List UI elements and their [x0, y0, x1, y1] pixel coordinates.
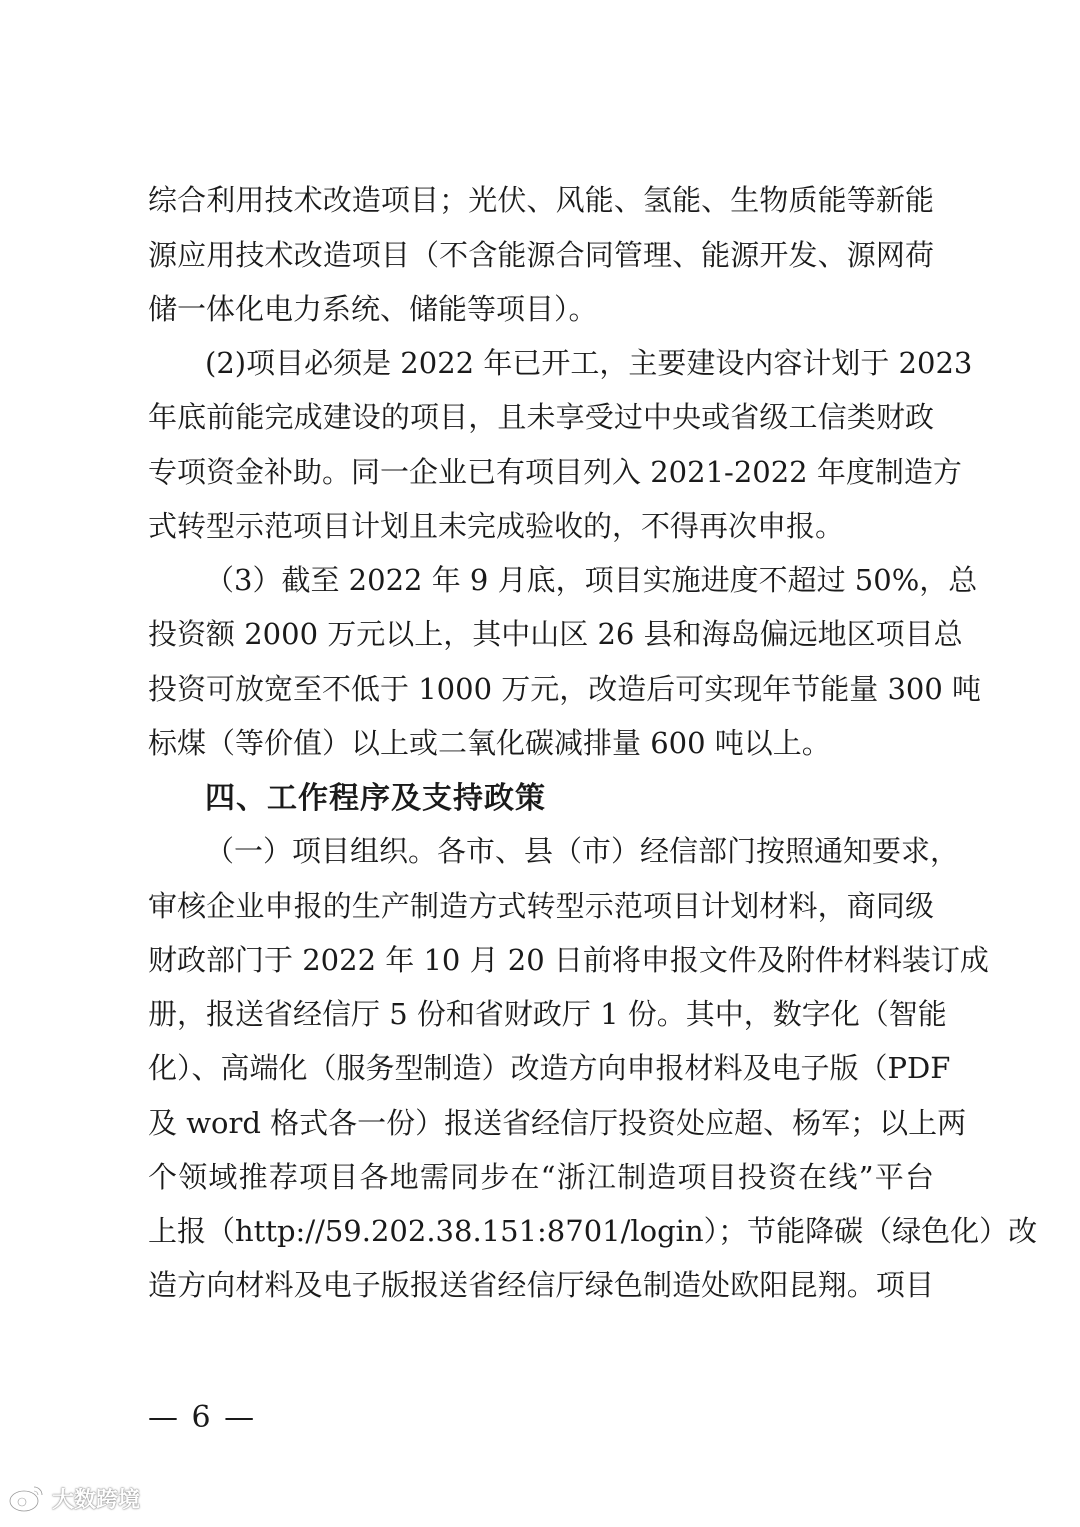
paragraph-line: （3）截至 2022 年 9 月底，项目实施进度不超过 50%，总: [205, 563, 978, 597]
paragraph-line: 综合利用技术改造项目；光伏、风能、氢能、生物质能等新能: [148, 183, 934, 217]
paragraph-line: 标煤（等价值）以上或二氧化碳减排量 600 吨以上。: [148, 726, 831, 760]
paragraph-line: 源应用技术改造项目（不含能源合同管理、能源开发、源网荷: [148, 238, 934, 272]
paragraph-line: 化）、高端化（服务型制造）改造方向申报材料及电子版（PDF: [148, 1051, 951, 1085]
paragraph-line: 个领域推荐项目各地需同步在“浙江制造项目投资在线”平台: [148, 1160, 934, 1194]
paragraph-line: 式转型示范项目计划且未完成验收的，不得再次申报。: [148, 509, 845, 543]
paragraph-line: 投资可放宽至不低于 1000 万元，改造后可实现年节能量 300 吨: [148, 672, 982, 706]
watermark-text: 大数跨境: [52, 1487, 141, 1513]
paragraph-line: 造方向材料及电子版报送省经信厅绿色制造处欧阳昆翔。项目: [148, 1268, 934, 1302]
watermark: [8, 1478, 140, 1518]
paragraph-line: 审核企业申报的生产制造方式转型示范项目计划材料，商同级: [148, 889, 934, 923]
paragraph-line: 专项资金补助。同一企业已有项目列入 2021-2022 年度制造方: [148, 455, 962, 489]
paragraph-line: （一）项目组织。各市、县（市）经信部门按照通知要求，: [205, 834, 960, 868]
paragraph-line: 储一体化电力系统、储能等项目）。: [148, 292, 598, 326]
paragraph-line: 投资额 2000 万元以上，其中山区 26 县和海岛偏远地区项目总: [148, 617, 963, 651]
paragraph-line: 年底前能完成建设的项目，且未享受过中央或省级工信类财政: [148, 400, 934, 434]
weibo-logo-icon: [8, 1483, 46, 1513]
paragraph-line: 财政部门于 2022 年 10 月 20 日前将申报文件及附件材料装订成: [148, 943, 989, 977]
paragraph-line: 册，报送省经信厅 5 份和省财政厅 1 份。其中，数字化（智能: [148, 997, 947, 1031]
page-number: — 6 —: [148, 1400, 257, 1435]
paragraph-line: 上报（http://59.202.38.151:8701/login）；节能降碳（绿色化）改: [148, 1214, 1038, 1248]
section-heading: 四、工作程序及支持政策: [205, 781, 546, 816]
paragraph-line: (2)项目必须是 2022 年已开工，主要建设内容计划于 2023: [205, 346, 973, 380]
paragraph-line: 及 word 格式各一份）报送省经信厅投资处应超、杨军；以上两: [148, 1106, 967, 1140]
